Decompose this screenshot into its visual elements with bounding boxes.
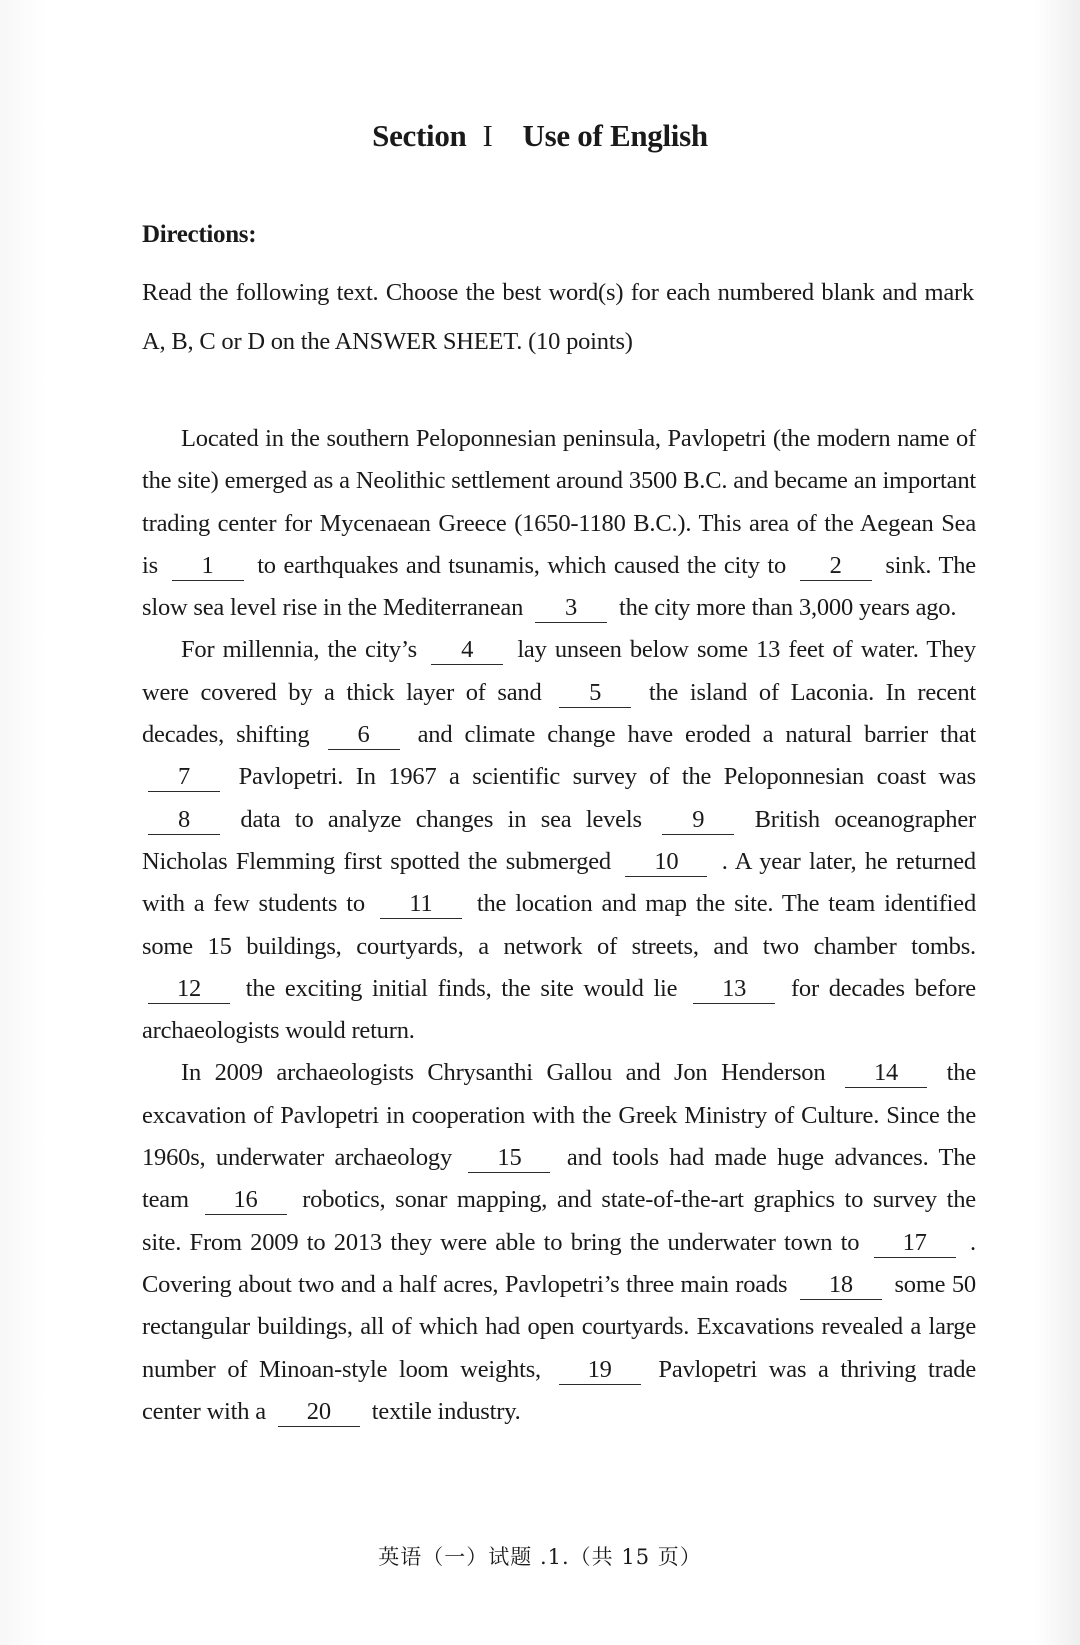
passage-text: for decades before archaeologists would return. (142, 974, 976, 1045)
section-name: Use of English (522, 118, 708, 153)
blank-16: 16 (205, 1186, 287, 1215)
passage-text: textile industry. (371, 1397, 521, 1425)
blank-19: 19 (559, 1356, 641, 1385)
passage-text: robotics, sonar mapping, and state-of-the-art graphics to survey the site. From 2009 to 2013 they were able to bring the underwater town to (142, 1186, 976, 1256)
passage-text: . A year later, he returned with a few students to (142, 847, 976, 918)
passage-text: and tools had made huge advances. The team (142, 1144, 976, 1214)
passage-text: For millennia, the city’s (181, 636, 417, 664)
blank-2: 2 (800, 552, 872, 581)
section-numeral: I (482, 118, 493, 153)
passage-text: data to analyze changes in sea levels (240, 805, 642, 833)
blank-20: 20 (278, 1398, 360, 1427)
blank-12: 12 (148, 975, 230, 1004)
blank-10: 10 (625, 848, 707, 877)
section-title (0, 118, 1080, 154)
passage-text: Pavlopetri. In 1967 a scientific survey of the Peloponnesian coast was (238, 763, 976, 791)
paragraph-2 (142, 629, 976, 1052)
blank-5: 5 (559, 679, 631, 708)
passage-text: the exciting initial finds, the site would lie (245, 974, 678, 1002)
blank-1: 1 (172, 552, 244, 581)
passage-text: the location and map the site. The team identified some 15 buildings, courtyards, a network of streets, and two chamber tombs. (142, 890, 976, 960)
passage-text: the city more than 3,000 years ago. (619, 594, 957, 622)
passage-text: . Covering about two and a half acres, Pavlopetri’s three main roads (142, 1228, 976, 1298)
page-footer: 英语（一）试题 .1.（共 15 页） (378, 1545, 702, 1569)
passage-text: to earthquakes and tsunamis, which caused the city to (257, 551, 787, 579)
blank-8: 8 (148, 806, 220, 835)
passage-text: sink. The slow sea level rise in the Mediterranean (142, 551, 976, 622)
blank-3: 3 (535, 594, 607, 623)
passage-text: In 2009 archaeologists Chrysanthi Gallou and Jon Henderson (181, 1059, 826, 1087)
passage-text: some 50 rectangular buildings, all of which had open courtyards. Excavations revealed a large number of Minoan-style loom weights, (142, 1270, 976, 1383)
blank-6: 6 (328, 721, 400, 750)
passage-text: Pavlopetri was a thriving trade center with a (142, 1355, 976, 1425)
directions-text: Read the following text. Choose the best word(s) for each numbered blank and mark A, B, C or D on the ANSWER SHEET. (10 points) (142, 279, 974, 355)
passage-text: the island of Laconia. In recent decades, shifting (142, 678, 976, 749)
blank-15: 15 (468, 1144, 550, 1173)
passage-text: and climate change have eroded a natural barrier that (417, 721, 976, 749)
blank-11: 11 (380, 890, 462, 919)
passage-text: British oceanographer Nicholas Flemming first spotted the submerged (142, 805, 976, 875)
section-word: Section (372, 118, 467, 153)
directions-label: Directions: (142, 221, 257, 248)
blank-17: 17 (874, 1229, 956, 1258)
passage-text: the excavation of Pavlopetri in cooperation with the Greek Ministry of Culture. Since the 1960s, underwater archaeology (142, 1059, 976, 1172)
blank-13: 13 (693, 975, 775, 1004)
blank-14: 14 (845, 1059, 927, 1088)
page-edge-shadow-left (0, 0, 46, 1645)
paragraph-1 (142, 418, 976, 629)
passage-text: Located in the southern Peloponnesian peninsula, Pavlopetri (the modern name of the site) emerged as a Neolithic settlement around 3500 B.C. and became an important trading center for Mycenaean Greece (1650-1180 B.C.). This area of the Aegean Sea is (142, 425, 976, 579)
blank-4: 4 (431, 636, 503, 665)
blank-7: 7 (148, 763, 220, 792)
reading-passage (142, 418, 976, 1433)
page-edge-shadow-right (1034, 0, 1080, 1645)
blank-18: 18 (800, 1271, 882, 1300)
paragraph-3 (142, 1052, 976, 1433)
blank-9: 9 (662, 806, 734, 835)
passage-text: lay unseen below some 13 feet of water. They were covered by a thick layer of sand (142, 636, 976, 706)
